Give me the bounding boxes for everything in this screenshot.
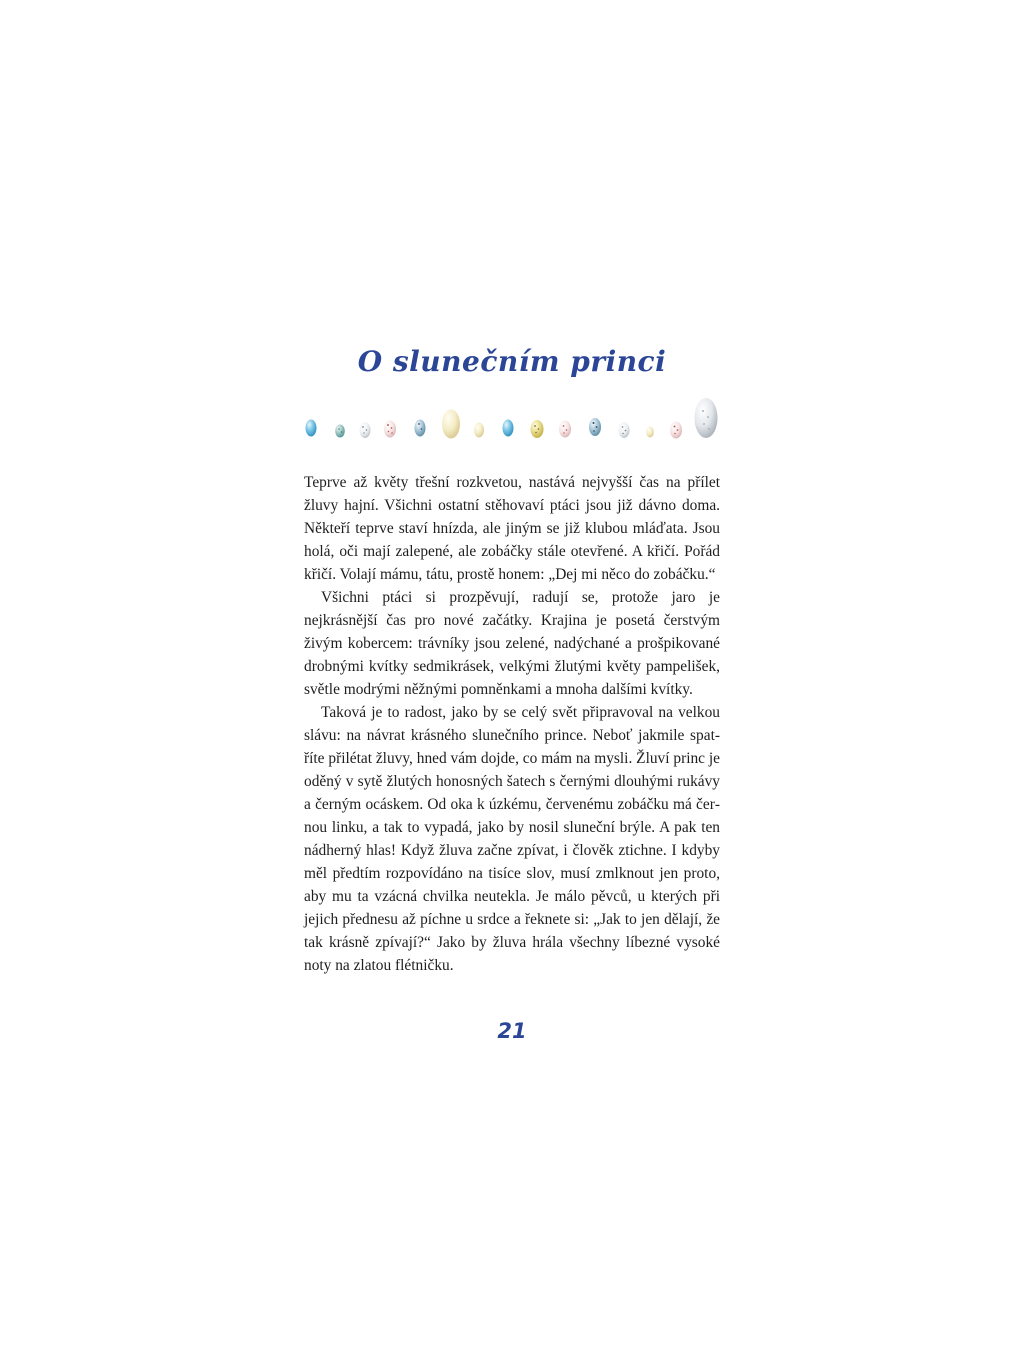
egg-13 bbox=[646, 427, 654, 438]
eggs-decoration bbox=[298, 393, 726, 445]
egg-7 bbox=[474, 423, 484, 438]
chapter-title: O slunečním princi bbox=[357, 345, 667, 378]
egg-12 bbox=[619, 422, 630, 438]
egg-3 bbox=[360, 422, 371, 438]
paragraph: Teprve až květy třešní rozkvetou, nastává nejvyšší čas na přílet žluvy hajní. Všichni ostatní stěhovaví ptáci jsou již dávno doma. Někteří teprve staví hnízda, ale jiným se již klubou mláďata. Jsou holá, oči mají zalepené, ale zobáčky stále otevřené. A křičí. Pořád křičí. Volají mámu, tátu, prostě honem: „Dej mi něco do zobáčku.“ bbox=[304, 474, 720, 583]
egg-14 bbox=[670, 422, 682, 439]
page-number: 21 bbox=[497, 1019, 527, 1043]
chapter-body bbox=[304, 471, 720, 977]
egg-8 bbox=[503, 420, 514, 437]
egg-4 bbox=[384, 421, 396, 438]
egg-2 bbox=[335, 425, 345, 438]
paragraph: Taková je to radost, jako by se celý svět připravoval na velkou slávu: na návrat krásného slunečního prince. Neboť jakmile spatříte přilétat žluvy, hned vám dojde, co mám na mysli. Žluví princ je oděný v sytě žlutých honosných šatech s černými dlouhými rukávy a černým ocáskem. Od oka k úzkému, červenému zobáčku má černou linku, a tak to vypadá, jako by nosil sluneční brýle. A pak ten nádherný hlas! Když žluva začne zpívat, i člověk ztichne. I kdyby měl předtím rozpovídáno na tisíce slov, musí zmlknout jen proto, aby mu ta vzácná chvilka neutekla. Je málo pěvců, u kterých při jejich přednesu až píchne u srdce a řeknete si: „Jak to jen dělají, že tak krásně zpívají?“ Jako by žluva hrála všechny líbezné vysoké noty na zlatou flétničku. bbox=[304, 704, 720, 974]
egg-10 bbox=[559, 421, 571, 438]
egg-5 bbox=[415, 420, 426, 437]
egg-6 bbox=[442, 410, 460, 439]
egg-1 bbox=[306, 420, 317, 437]
egg-15 bbox=[695, 398, 718, 438]
paragraph: Všichni ptáci si prozpěvují, radují se, protože jaro je nejkrásnější čas pro nové začátky. Krajina je posetá čerstvým živým kobercem: trávníky jsou zelené, nadýchané a prošpikované drobnými kvítky sedmikrásek, velkými žlutými květy pampelišek, světle modrými něžnými pomněnkami a mnoha dalšími kvítky. bbox=[304, 589, 720, 698]
egg-9 bbox=[531, 420, 544, 438]
egg-11 bbox=[589, 418, 601, 436]
